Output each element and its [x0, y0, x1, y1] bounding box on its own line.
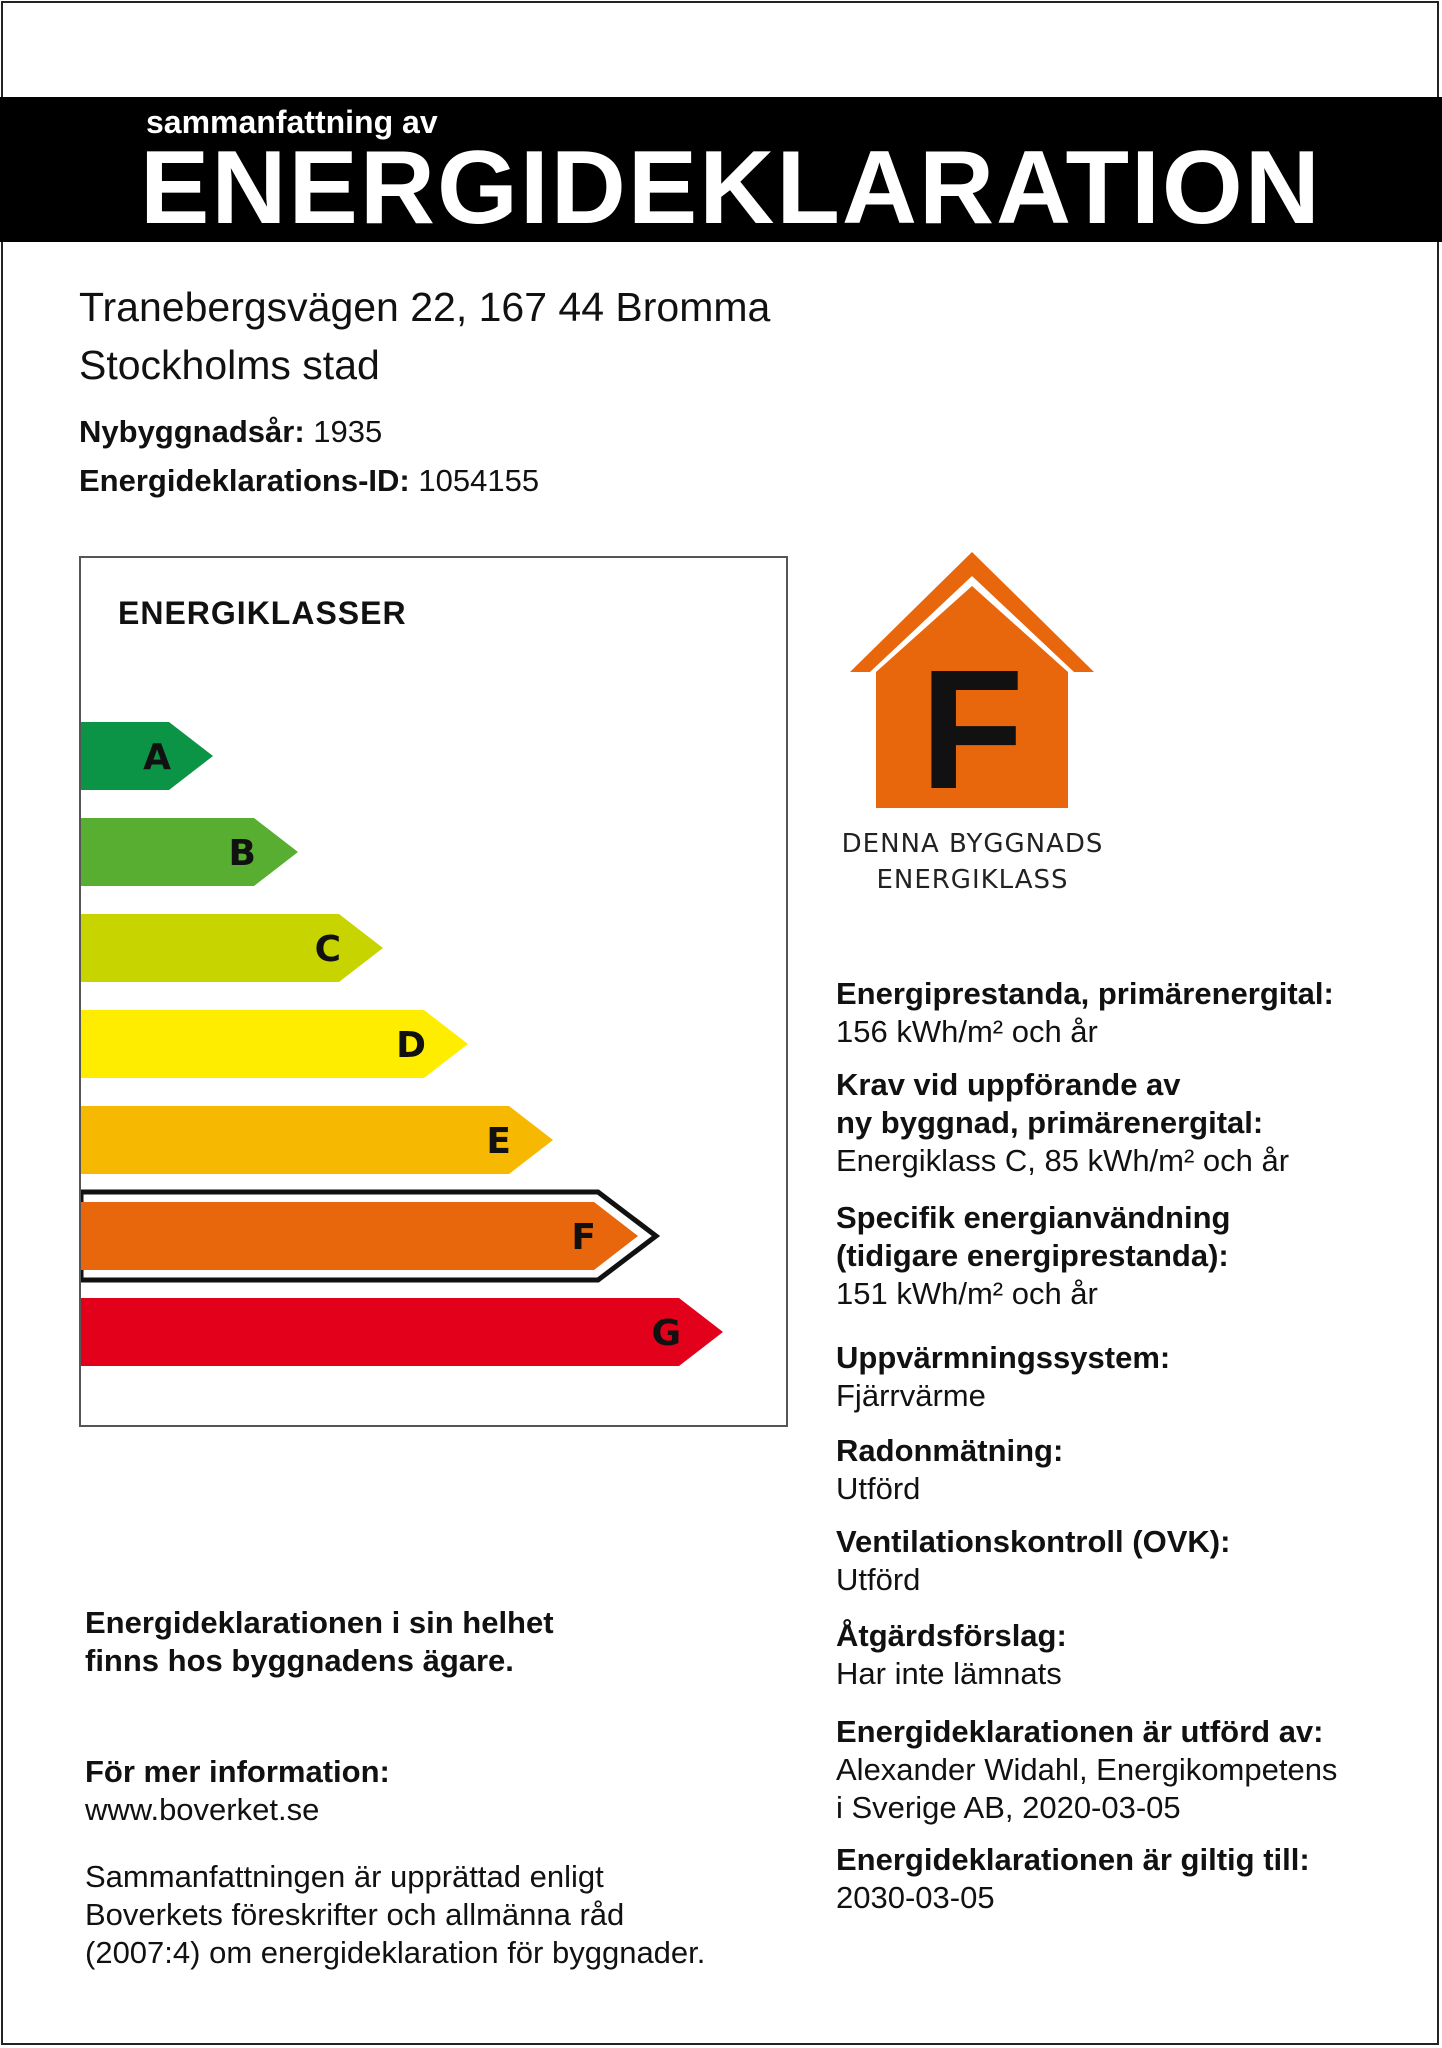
energy-class-e-bar [81, 1106, 553, 1174]
energy-class-g-arrow [81, 1298, 723, 1366]
energy-class-e-arrow [81, 1106, 553, 1174]
owner-note [85, 1604, 785, 1680]
energy-class-b-label: B [228, 833, 256, 874]
owner-note-text: Energideklarationen i sin helhet finns hos byggnadens ägare. [85, 1605, 554, 1678]
info-specific-energy-use [836, 1199, 1436, 1313]
info-value: Energiklass C, 85 kWh/m² och år [836, 1143, 1290, 1178]
more-info-link[interactable]: www.boverket.se [85, 1792, 320, 1827]
energy-class-b-bar [81, 818, 298, 886]
declaration-id-label: Energideklarations-ID: [79, 463, 410, 498]
info-new-building-requirement [836, 1066, 1436, 1180]
info-value: Har inte lämnats [836, 1656, 1062, 1691]
info-label: Energideklarationen är utförd av: [836, 1714, 1324, 1749]
scale-chart [81, 558, 786, 1425]
header-subtitle: sammanfattning av [146, 104, 438, 140]
info-value: Utförd [836, 1562, 921, 1597]
address-line-2: Stockholms stad [79, 342, 380, 388]
energy-class-g-label: G [651, 1313, 681, 1354]
info-label: Energideklarationen är giltig till: [836, 1842, 1310, 1877]
info-value: Fjärrvärme [836, 1378, 986, 1413]
energy-class-b-arrow [81, 818, 298, 886]
more-info [85, 1753, 785, 1829]
info-label: Ventilationskontroll (OVK): [836, 1524, 1231, 1559]
build-year-value: 1935 [313, 414, 383, 449]
info-performed-by [836, 1713, 1436, 1827]
info-label: Krav vid uppförande av ny byggnad, primärenergital: [836, 1067, 1264, 1140]
more-info-label: För mer information: [85, 1754, 390, 1789]
energy-class-d-arrow [81, 1010, 468, 1078]
info-value: Utförd [836, 1471, 921, 1506]
energy-class-scale [79, 556, 788, 1427]
build-year [79, 414, 382, 450]
house-caption-line-1: DENNA BYGGNADS [841, 829, 1104, 859]
info-label: Uppvärmningssystem: [836, 1340, 1171, 1375]
info-valid-until [836, 1841, 1436, 1917]
info-value: 156 kWh/m² och år [836, 1014, 1098, 1049]
info-label: Åtgärdsförslag: [836, 1618, 1067, 1653]
energy-class-f-arrow [81, 1192, 656, 1280]
energy-class-house-icon [848, 550, 1096, 812]
house-caption-line-2: ENERGIKLASS [876, 865, 1069, 895]
energy-class-f-bar [81, 1202, 638, 1270]
energy-class-e-label: E [486, 1121, 511, 1162]
info-heating-system [836, 1339, 1436, 1415]
info-value: 151 kWh/m² och år [836, 1276, 1098, 1311]
header-title: ENERGIDEKLARATION [140, 130, 1322, 246]
address-line-1: Tranebergsvägen 22, 167 44 Bromma [79, 284, 771, 330]
energy-class-c-label: C [314, 929, 341, 970]
declaration-id-value: 1054155 [418, 463, 540, 498]
energy-class-d-label: D [396, 1025, 426, 1066]
energy-class-f-label: F [571, 1217, 596, 1258]
info-value: 2030-03-05 [836, 1880, 995, 1915]
energy-class-g-bar [81, 1298, 723, 1366]
energy-class-a-arrow [81, 722, 213, 790]
info-label: Specifik energianvändning (tidigare energiprestanda): [836, 1200, 1231, 1273]
info-primary-energy [836, 975, 1436, 1051]
footer-note [85, 1858, 785, 1972]
build-year-label: Nybyggnadsår: [79, 414, 305, 449]
info-ventilation [836, 1523, 1436, 1599]
scale-title: ENERGIKLASSER [118, 595, 407, 631]
house-class-letter: F [920, 635, 1024, 812]
declaration-id [79, 463, 539, 499]
info-radon [836, 1432, 1436, 1508]
info-label: Energiprestanda, primärenergital: [836, 976, 1334, 1011]
energy-class-c-arrow [81, 914, 383, 982]
info-label: Radonmätning: [836, 1433, 1064, 1468]
energy-class-a-label: A [143, 737, 171, 778]
info-recommendations [836, 1617, 1436, 1693]
footer-note-text: Sammanfattningen är upprättad enligt Boverkets föreskrifter och allmänna råd (2007:4) om energideklaration för byggnader. [85, 1859, 706, 1970]
info-value: Alexander Widahl, Energikompetens i Sverige AB, 2020-03-05 [836, 1752, 1338, 1825]
